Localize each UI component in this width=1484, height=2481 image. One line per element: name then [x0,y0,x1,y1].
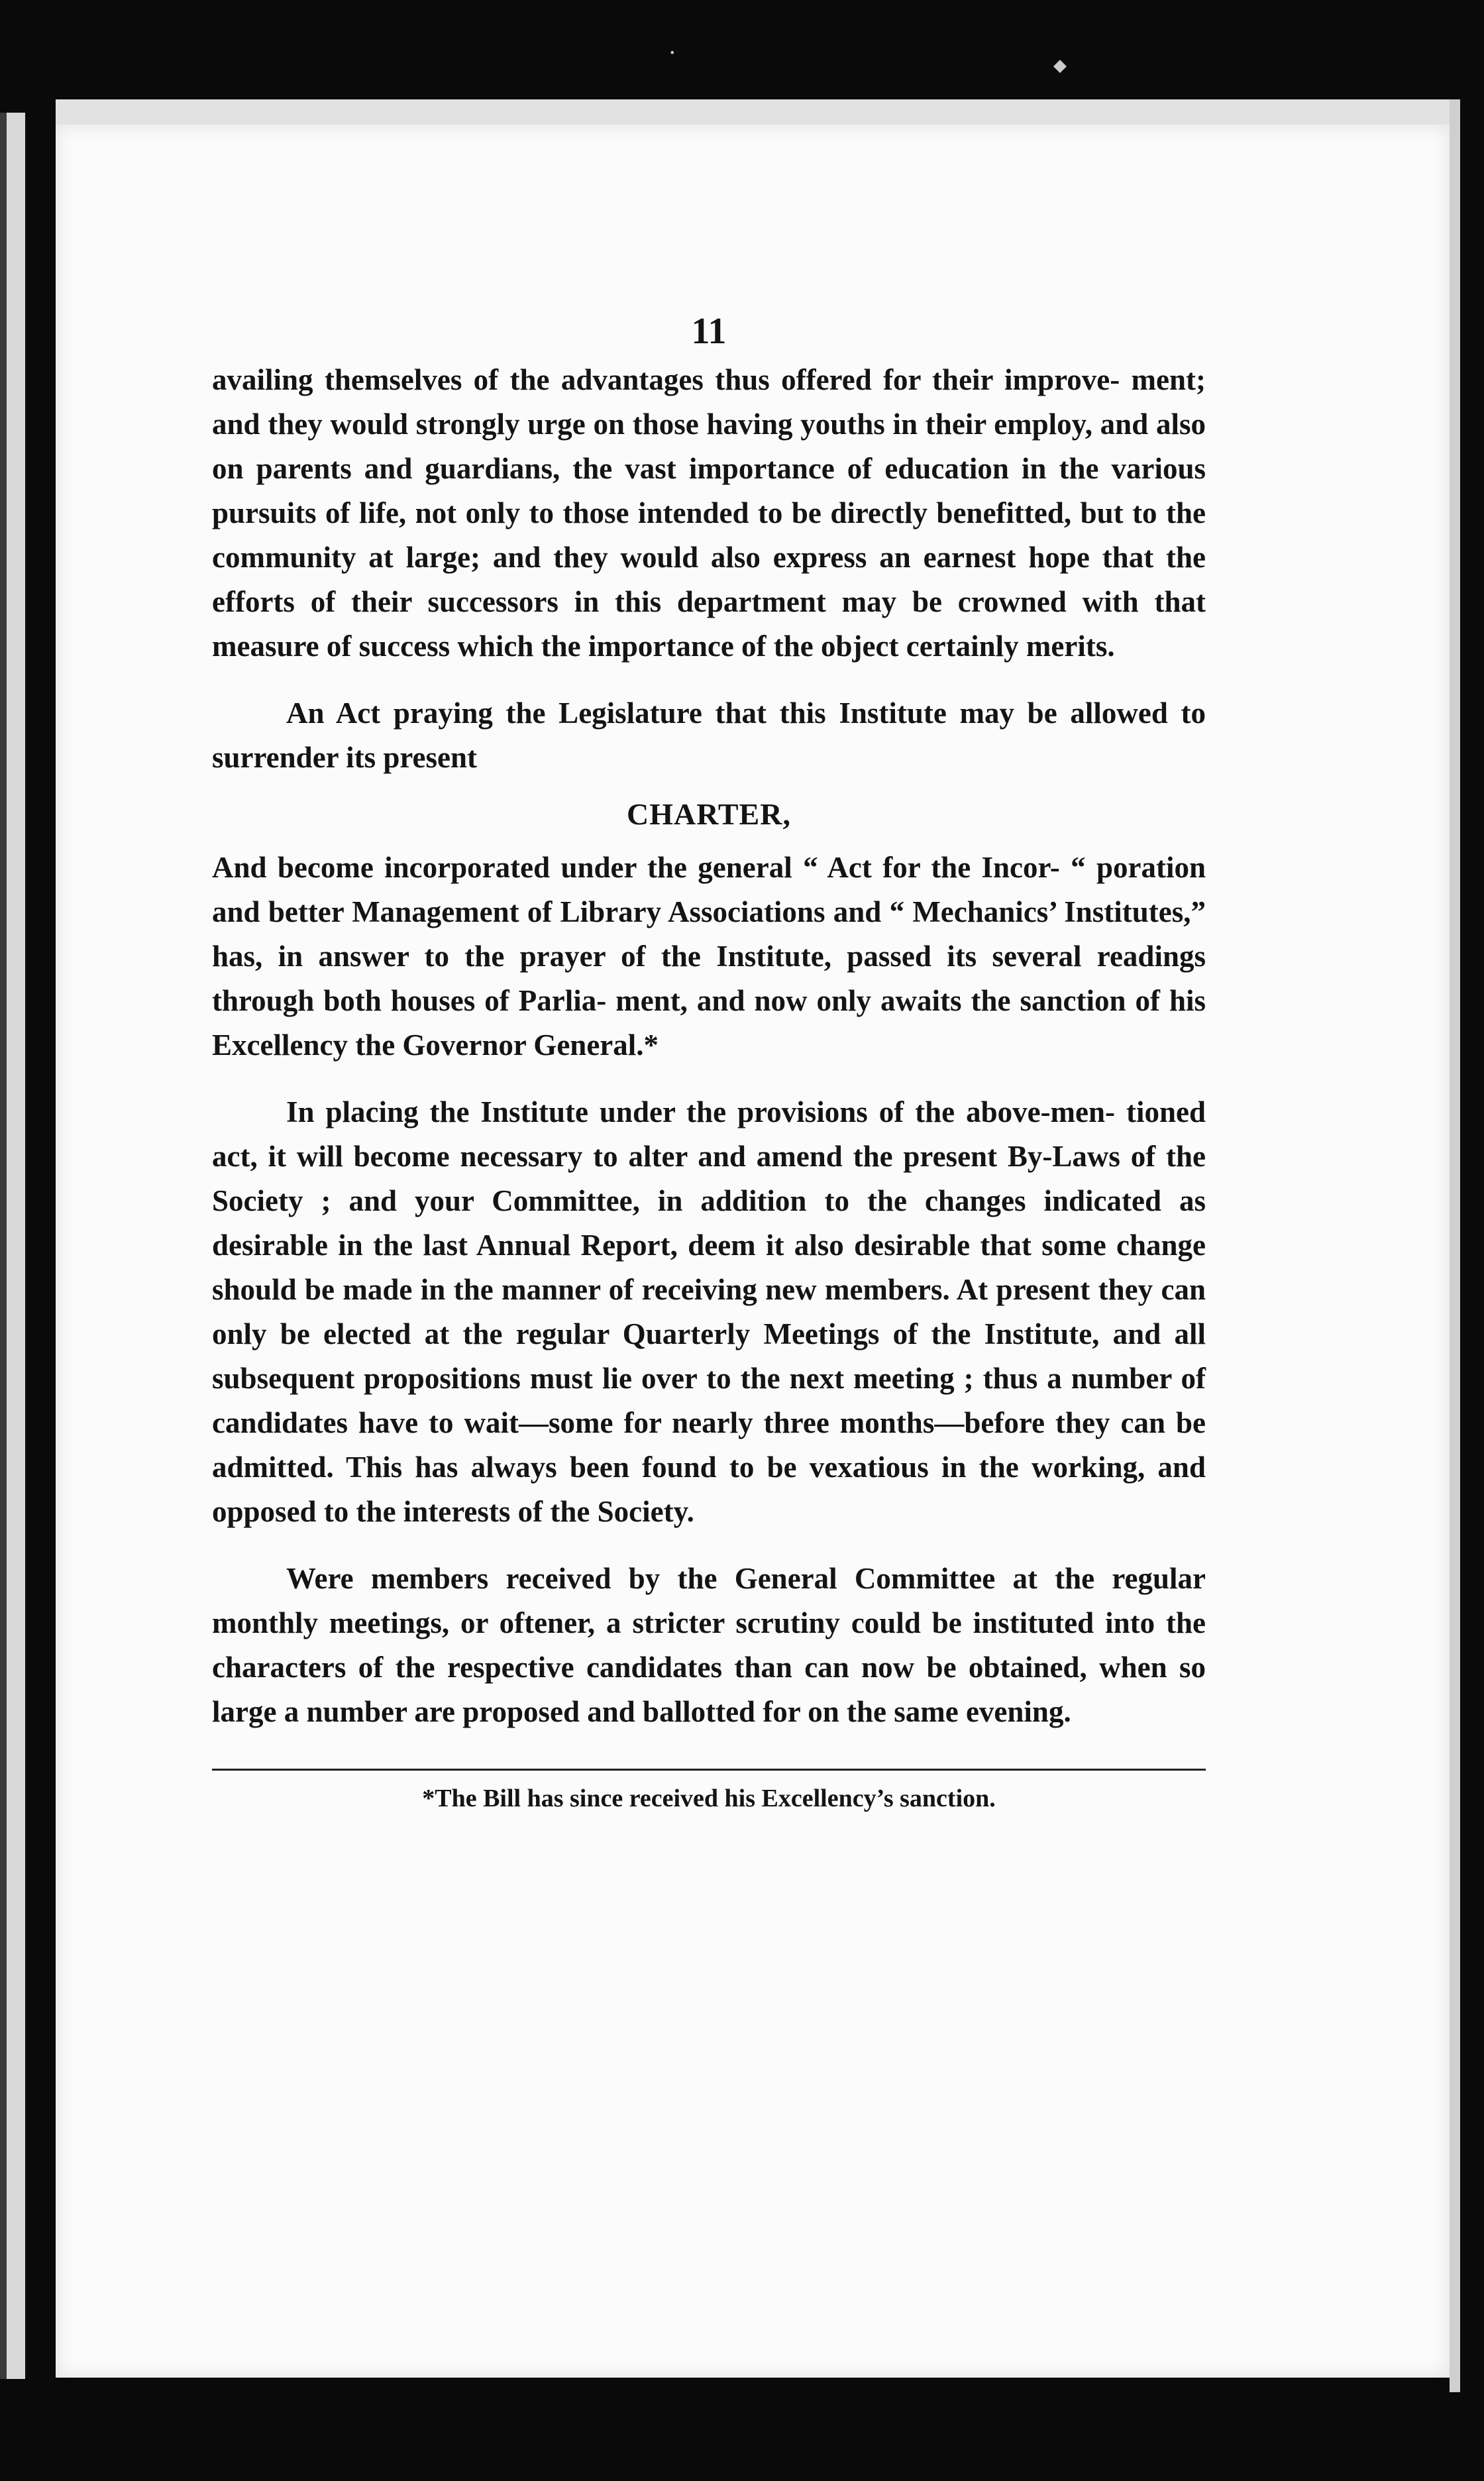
page-number: 11 [691,311,727,352]
page-right-edge [1450,99,1460,2392]
footnote-divider [212,1769,1206,1771]
paragraph-improvement: availing themselves of the advantages thus offered for their improve- ment; and they would strongly urge on those having youths in their employ, and also on parents and guardians, the vast importance of education in the various pursuits of life, not only to those intended to be directly benefitted, but to the community at large; and they would also express an earnest hope that the efforts of their successors in this department may be crowned with that measure of success which the importance of the object certainly merits. [212,363,1206,663]
page-text [212,305,1206,1817]
paragraph-incorporation: And become incorporated under the general “ Act for the Incor- “ poration and better Management of Library Associations and “ Mechanics’ Institutes,” has, in answer to the prayer of the Institute, passed its several readings through both houses of Parlia- ment, and now only awaits the sanction of his Excellency the Governor General.* [212,851,1206,1062]
dust-speck: ◆ [1053,56,1067,76]
dust-speck: • [669,46,676,59]
paragraph-act-praying: An Act praying the Legislature that this Institute may be allowed to surrender its present [212,696,1206,774]
page-top-edge [56,99,1460,125]
previous-page-edge [0,113,25,2379]
paragraph-members: Were members received by the General Committee at the regular monthly meetings, or oftener, a stricter scrutiny could be instituted into the characters of the respective candidates than can now be obtained, when so large a number are proposed and ballotted for on the same evening. [212,1562,1206,1728]
paragraph-bylaws: In placing the Institute under the provisions of the above-men- tioned act, it will become necessary to alter and amend the present By-Laws of the Society ; and your Committee, in addition to the changes indicated as desirable in the last Annual Report, deem it also desirable that some change should be made in the manner of receiving new members. At present they can only be elected at the regular Quarterly Meetings of the Institute, and all subsequent propositions must lie over to the next meeting ; thus a number of candidates have to wait—some for nearly three months—before they can be admitted. This has always been found to be vexatious in the working, and opposed to the interests of the Society. [212,1095,1206,1528]
footnote: *The Bill has since received his Excellency’s sanction. [422,1785,996,1812]
section-heading-charter: CHARTER, [627,797,791,831]
